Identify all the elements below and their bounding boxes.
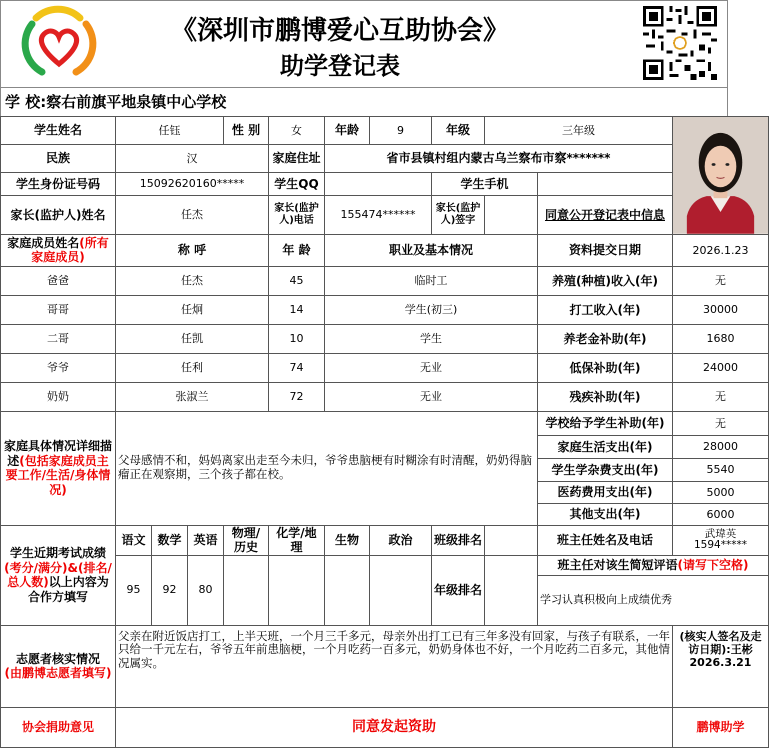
subject-header: 化学/地理 (269, 525, 325, 555)
grade-rank-label: 年级排名 (432, 555, 485, 625)
family-header-row (1, 234, 769, 266)
ethnic: 汉 (116, 144, 269, 172)
verify-date: 2026.3.21 (689, 655, 752, 669)
family-job-header: 职业及基本情况 (325, 234, 538, 266)
member-job: 学生(初三) (325, 295, 538, 324)
member-name: 任杰 (116, 266, 269, 295)
member-age: 72 (269, 382, 325, 411)
age-label: 年龄 (325, 117, 370, 145)
subject-header: 英语 (188, 525, 224, 555)
guardian-phone-label: 家长(监护人)电话 (269, 196, 325, 235)
qq-label: 学生QQ (269, 172, 325, 196)
class-rank-label: 班级排名 (432, 525, 485, 555)
score-value (370, 555, 432, 625)
student-id: 15092620160***** (116, 172, 269, 196)
family-member-row (1, 295, 769, 324)
submit-date: 2026.1.23 (673, 234, 769, 266)
registration-form (0, 116, 769, 748)
volunteer-label-note: (由鹏博志愿者填写) (4, 666, 112, 681)
scores-row-2 (1, 555, 769, 575)
school-name: 学 校:察右前旗平地泉镇中心学校 (0, 88, 728, 116)
title-line-1: 《深圳市鹏博爱心互助协会》 (170, 16, 509, 46)
member-job: 无业 (325, 353, 538, 382)
expense-value: 5540 (673, 458, 769, 481)
student-row-2 (1, 144, 769, 172)
guardian-sign (485, 196, 538, 235)
family-member-row (1, 324, 769, 353)
subject-header: 政治 (370, 525, 432, 555)
funding-decision: 同意发起资助 (116, 707, 673, 747)
id-label: 学生身份证号码 (1, 172, 116, 196)
member-age: 74 (269, 353, 325, 382)
qq (325, 172, 432, 196)
member-relation: 奶奶 (1, 382, 116, 411)
address: 省市县镇村组内蒙古乌兰察布市察******* (325, 144, 673, 172)
subject-header: 生物 (325, 525, 370, 555)
expense-value: 无 (673, 411, 769, 435)
situation-label: 家庭具体情况详细描述(包括家庭成员主要工作/生活/身体情况) (1, 411, 116, 525)
submit-date-label: 资料提交日期 (538, 234, 673, 266)
income-value: 24000 (673, 353, 769, 382)
comment-label: 班主任对该生简短评语(请写下空格) (538, 555, 769, 575)
score-value (269, 555, 325, 625)
scores-label: 学生近期考试成绩(考分/满分)&(排名/总人数)以上内容为合作方填写 (1, 525, 116, 625)
student-name: 任钰 (116, 117, 224, 145)
volunteer-label: 志愿者核实情况 (由鹏博志愿者填写) (1, 625, 116, 707)
member-name: 任凯 (116, 324, 269, 353)
student-photo (673, 117, 769, 235)
expense-label: 家庭生活支出(年) (538, 435, 673, 458)
student-row-4 (1, 196, 769, 235)
address-label: 家庭住址 (269, 144, 325, 172)
member-job: 无业 (325, 382, 538, 411)
teacher-info (673, 525, 769, 555)
member-name: 任炯 (116, 295, 269, 324)
phone-label: 学生手机 (432, 172, 538, 196)
volunteer-text: 父亲在附近饭店打工，上半天班，一个月三千多元，母亲外出打工已有三年多没有回家，与孩子有联系，一年只给一千元左右，爷爷五年前患脑梗，一个月吃药一百多元，奶奶身体也不好，一个月吃药二百多元，其他情况属实。 (116, 625, 673, 707)
qr-code-icon (641, 6, 719, 80)
member-relation: 二哥 (1, 324, 116, 353)
grade-rank (485, 555, 538, 625)
agree-public: 同意公开登记表中信息 (538, 196, 673, 235)
student-row-3 (1, 172, 769, 196)
association-logo-icon (22, 6, 96, 80)
class-rank (485, 525, 538, 555)
student-photo-image (673, 117, 768, 234)
income-value: 30000 (673, 295, 769, 324)
score-value (325, 555, 370, 625)
income-label: 养殖(种植)收入(年) (538, 266, 673, 295)
phone (538, 172, 673, 196)
situation-label-note: (包括家庭成员主要工作/生活/身体情况) (5, 453, 111, 497)
comment-label-note: (请写下空格) (677, 557, 749, 572)
verifier-label: (核实人签名及走访日期): (679, 629, 762, 656)
grade: 三年级 (485, 117, 673, 145)
expense-label: 学校给予学生补助(年) (538, 411, 673, 435)
student-name-label: 学生姓名 (1, 117, 116, 145)
teacher-phone: 1594***** (694, 539, 747, 552)
subject-header: 语文 (116, 525, 152, 555)
income-value: 无 (673, 382, 769, 411)
gender-label: 性 别 (224, 117, 269, 145)
age: 9 (370, 117, 432, 145)
member-job: 临时工 (325, 266, 538, 295)
teacher-label: 班主任姓名及电话 (538, 525, 673, 555)
income-value: 无 (673, 266, 769, 295)
member-relation: 爸爸 (1, 266, 116, 295)
score-value: 95 (116, 555, 152, 625)
score-value (224, 555, 269, 625)
expense-value: 28000 (673, 435, 769, 458)
situation-text: 父母感情不和，妈妈离家出走至今未归，爷爷患脑梗有时糊涂有时清醒，奶奶得脑瘤正在观察期，三个孩子都在校。 (116, 411, 538, 525)
income-label: 打工收入(年) (538, 295, 673, 324)
member-name: 张淑兰 (116, 382, 269, 411)
family-name-header-note: (所有家庭成员) (31, 235, 109, 265)
grade-label: 年级 (432, 117, 485, 145)
teacher-name: 武瑋英 (704, 527, 737, 540)
subject-header: 物理/历史 (224, 525, 269, 555)
footer-row (1, 707, 769, 747)
member-relation: 哥哥 (1, 295, 116, 324)
income-label: 养老金补助(年) (538, 324, 673, 353)
gender: 女 (269, 117, 325, 145)
family-name-header: 家庭成员姓名(所有家庭成员) (1, 234, 116, 266)
teacher-comment: 学习认真积极向上成绩优秀 (538, 575, 769, 625)
guardian-sign-label: 家长(监护人)签字 (432, 196, 485, 235)
student-row-1 (1, 117, 769, 145)
expense-value: 5000 (673, 481, 769, 503)
scores-label-tail: 以上内容为合作方填写 (27, 575, 109, 604)
verifier-info (673, 625, 769, 707)
expense-value: 6000 (673, 503, 769, 525)
scores-label-note: (考分/满分)&(排名/总人数) (4, 560, 112, 590)
family-member-row (1, 353, 769, 382)
association-opinion-label: 协会捐助意见 (1, 707, 116, 747)
guardian-phone: 155474****** (325, 196, 432, 235)
member-age: 10 (269, 324, 325, 353)
guardian: 任杰 (116, 196, 269, 235)
volunteer-row (1, 625, 769, 707)
expense-label: 医药费用支出(年) (538, 481, 673, 503)
member-relation: 爷爷 (1, 353, 116, 382)
guardian-label: 家长(监护人)姓名 (1, 196, 116, 235)
expense-label: 学生学杂费支出(年) (538, 458, 673, 481)
family-member-row (1, 266, 769, 295)
association-sign: 鹏博助学 (673, 707, 769, 747)
ethnic-label: 民族 (1, 144, 116, 172)
family-title-header: 称 呼 (116, 234, 269, 266)
member-age: 14 (269, 295, 325, 324)
score-value: 80 (188, 555, 224, 625)
subject-header: 数学 (152, 525, 188, 555)
score-value: 92 (152, 555, 188, 625)
income-value: 1680 (673, 324, 769, 353)
title-line-2: 助学登记表 (280, 51, 400, 80)
scores-row-1 (1, 525, 769, 555)
situation-row (1, 411, 769, 435)
member-job: 学生 (325, 324, 538, 353)
verifier-name: 王彬 (730, 642, 753, 656)
member-name: 任利 (116, 353, 269, 382)
member-age: 45 (269, 266, 325, 295)
income-label: 残疾补助(年) (538, 382, 673, 411)
expense-label: 其他支出(年) (538, 503, 673, 525)
family-age-header: 年 龄 (269, 234, 325, 266)
income-label: 低保补助(年) (538, 353, 673, 382)
family-member-row (1, 382, 769, 411)
